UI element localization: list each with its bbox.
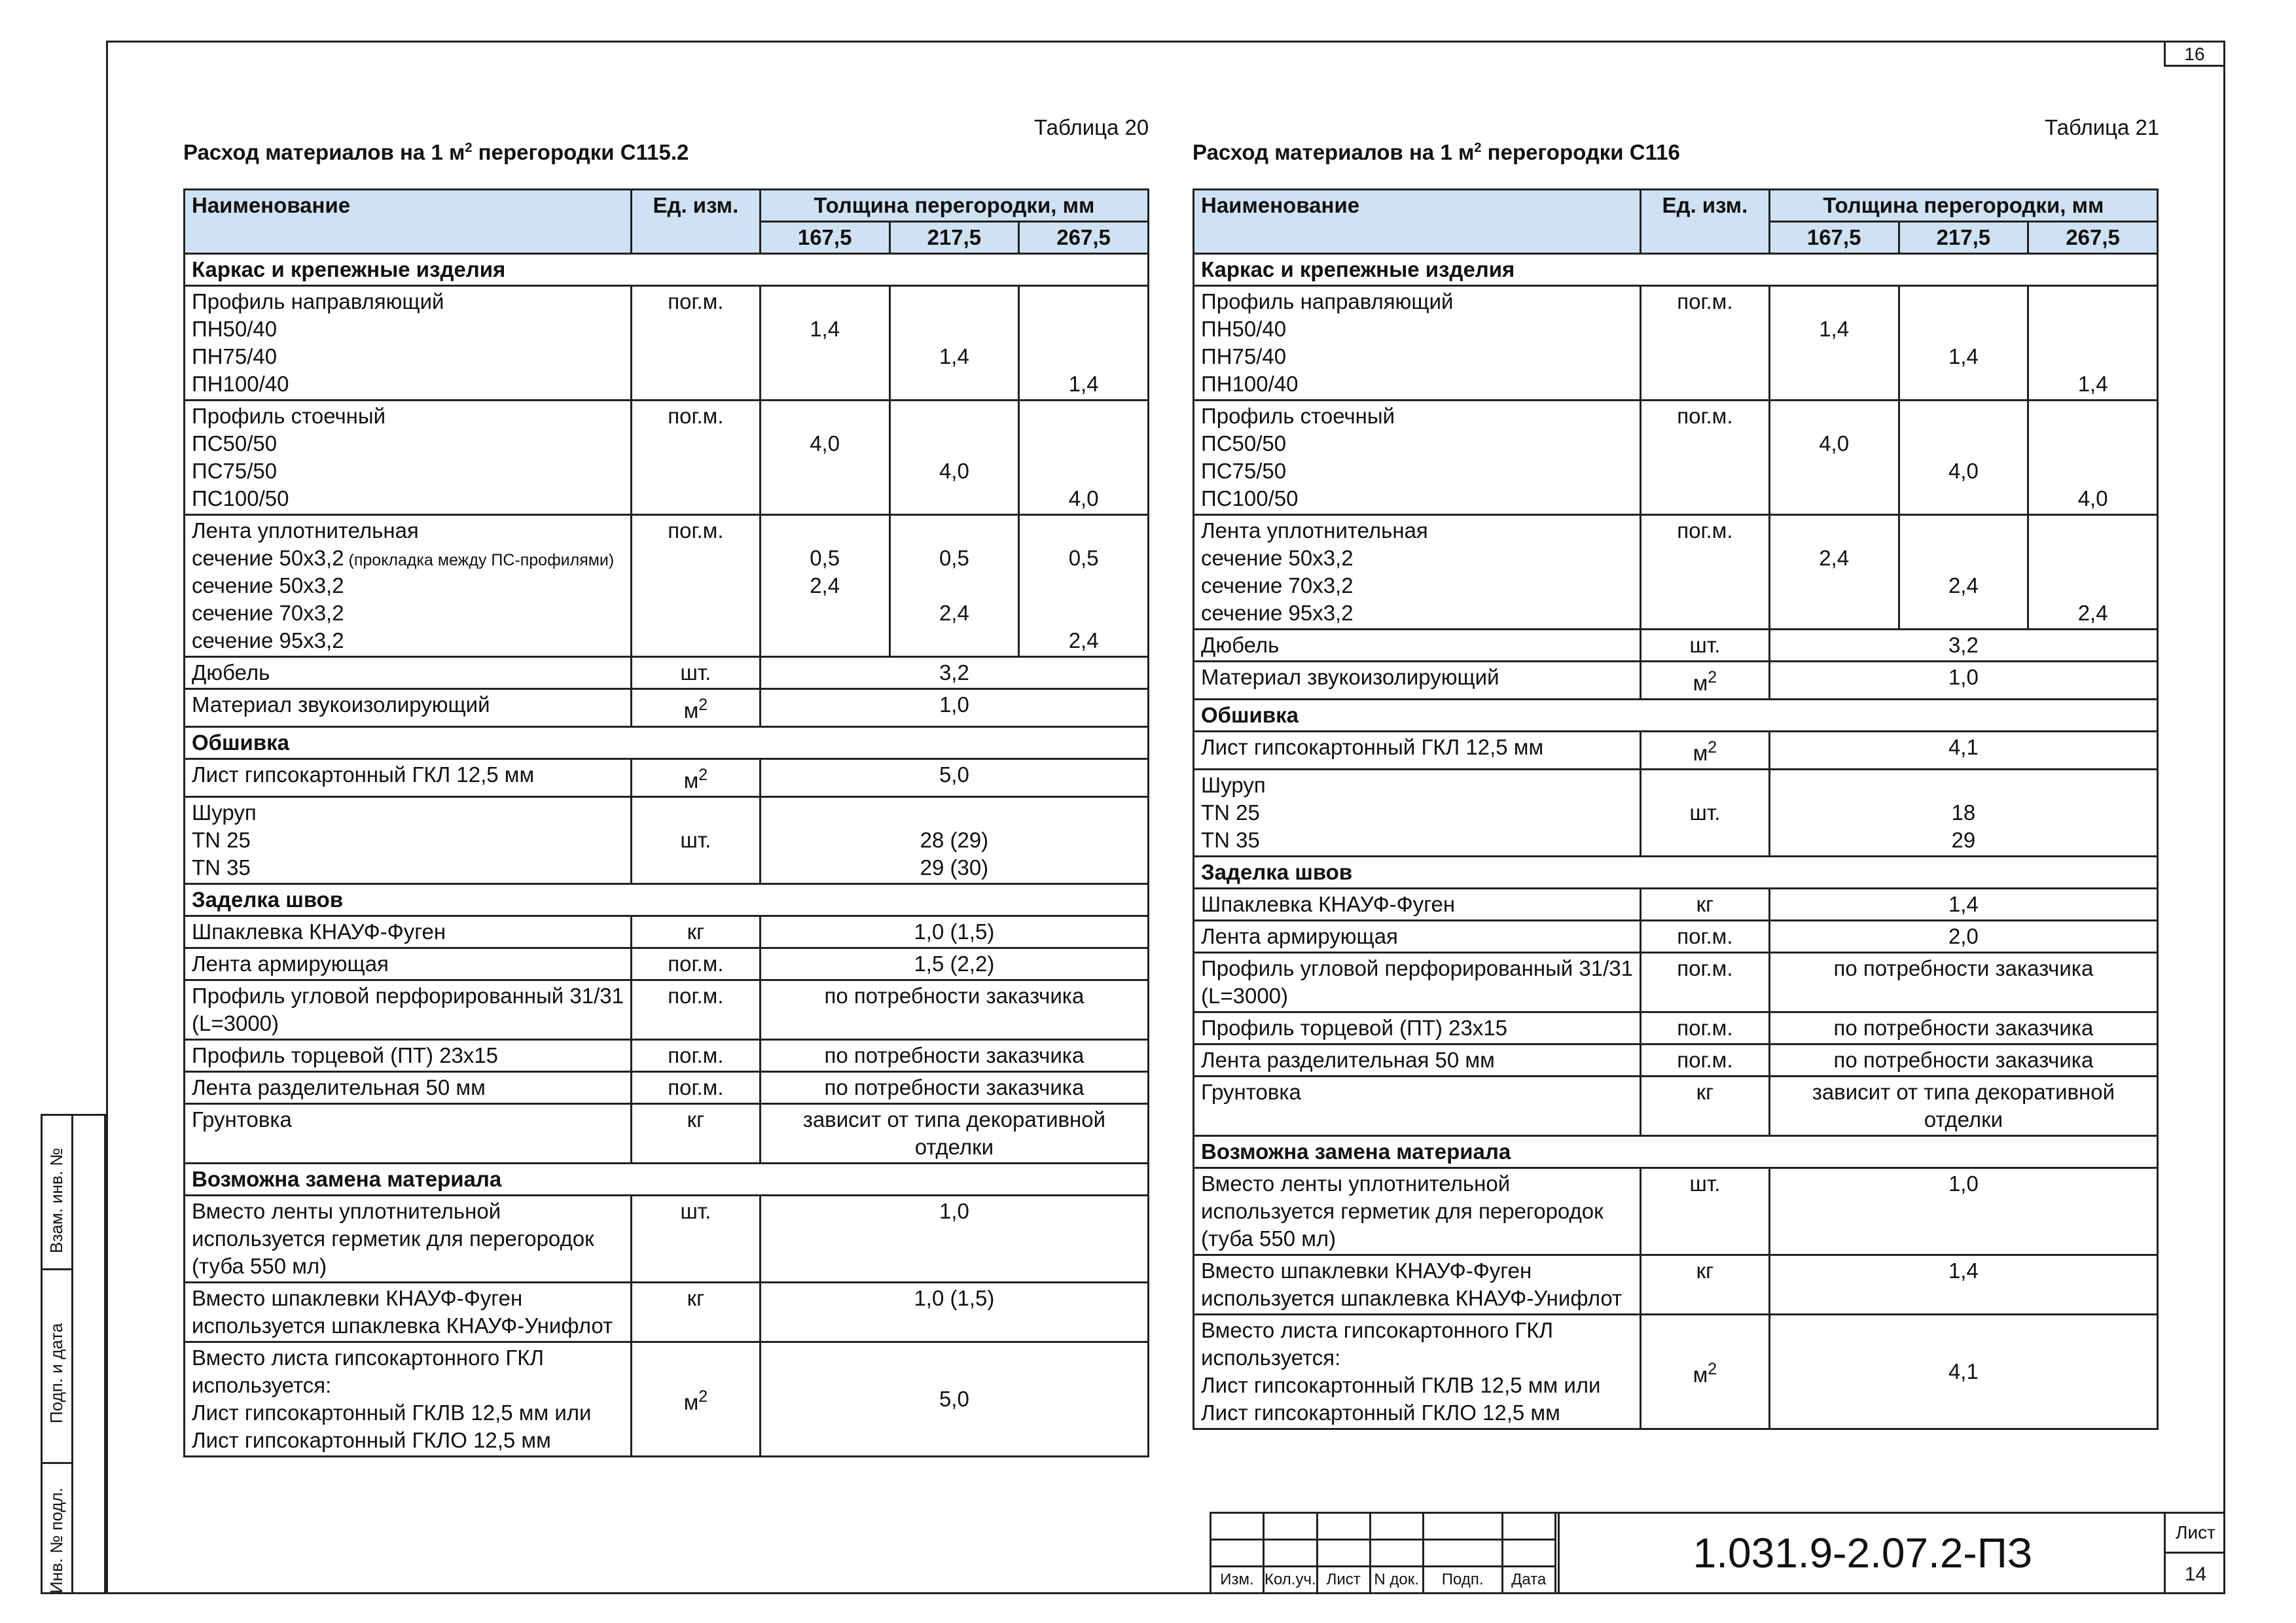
row-name: Грунтовка [185, 1104, 632, 1164]
header-thickness: Толщина перегородки, мм [1769, 190, 2157, 222]
row-unit: пог.м. [631, 286, 760, 401]
row-name: Грунтовка [1194, 1077, 1641, 1136]
row-unit: шт. [1640, 1168, 1769, 1255]
row-unit: шт. [631, 797, 760, 884]
row-name: Вместо листа гипсокартонного ГКЛ используется: Лист гипсокартонный ГКЛВ 12,5 мм или Лист гипсокартонный ГКЛО 12,5 мм [185, 1342, 632, 1457]
row-value: 1,5 (2,2) [760, 948, 1148, 980]
section-row: Каркас и крепежные изделия [185, 254, 1149, 286]
row-unit: пог.м. [1640, 515, 1769, 630]
row-value: 0,5 2,4 [1019, 515, 1149, 657]
row-unit: $м^2$ [631, 689, 760, 727]
row-value: 2,4 [1899, 515, 2028, 630]
row-value: 4,1 [1769, 1315, 2157, 1429]
row-value: по потребности заказчика [760, 1040, 1148, 1072]
right-materials-table [1193, 188, 2159, 1430]
row-value: 1,4 [889, 286, 1019, 401]
section-row: Обшивка [185, 727, 1149, 759]
row-value: 5,0 [760, 759, 1148, 797]
row-value: 1,4 [1899, 286, 2028, 401]
row-name: Дюбель [185, 657, 632, 689]
row-unit: пог.м. [1640, 401, 1769, 515]
row-value: 1,0 [1769, 662, 2157, 700]
stamp-col-change: Изм. [1211, 1567, 1264, 1594]
row-name: Профиль направляющий ПН50/40 ПН75/40 ПН100/40 [185, 286, 632, 401]
row-unit: кг [631, 1104, 760, 1164]
row-value: по потребности заказчика [760, 1072, 1148, 1104]
table-row [1194, 1012, 2158, 1044]
row-value: 1,4 [1019, 286, 1149, 401]
header-thickness-3: 267,5 [2028, 222, 2158, 254]
row-value: 2,0 [1769, 921, 2157, 953]
row-name: Профиль угловой перфорированный 31/31 (L=3000) [185, 980, 632, 1040]
row-value: 1,0 (1,5) [760, 1283, 1148, 1342]
row-value: 4,0 [1769, 401, 1899, 515]
sidebar-label-sign-date: Подп. и дата [46, 1323, 66, 1423]
row-value: 1,0 [760, 1196, 1148, 1283]
sidebar-divider [71, 1116, 73, 1592]
table-row [1194, 630, 2158, 662]
row-value: 3,2 [760, 657, 1148, 689]
row-name: Лента армирующая [185, 948, 632, 980]
row-value: 1,4 [2028, 286, 2158, 401]
row-name: Шпаклевка КНАУФ-Фуген [185, 916, 632, 948]
row-name: Профиль стоечный ПС50/50 ПС75/50 ПС100/50 [1194, 401, 1641, 515]
table-row [1194, 1315, 2158, 1429]
row-name: Вместо листа гипсокартонного ГКЛ используется: Лист гипсокартонный ГКЛВ 12,5 мм или Лист гипсокартонный ГКЛО 12,5 мм [1194, 1315, 1641, 1429]
table-row [185, 1040, 1149, 1072]
row-unit: кг [631, 916, 760, 948]
row-value: 4,0 [889, 401, 1019, 515]
row-value: 0,5 2,4 [889, 515, 1019, 657]
row-value: 2,4 [1769, 515, 1899, 630]
header-thickness: Толщина перегородки, мм [760, 190, 1148, 222]
header-unit: Ед. изм. [631, 190, 760, 254]
row-value: по потребности заказчика [1769, 1012, 2157, 1044]
section-row: Возможна замена материала [1194, 1136, 2158, 1168]
row-unit: шт. [631, 657, 760, 689]
stamp-col-sheet: Лист [1317, 1567, 1370, 1594]
table-row [185, 1196, 1149, 1283]
table-row [1194, 1255, 2158, 1315]
section-row: Обшивка [1194, 700, 2158, 732]
row-value: по потребности заказчика [1769, 953, 2157, 1012]
row-name: Профиль торцевой (ПТ) 23х15 [185, 1040, 632, 1072]
row-value: по потребности заказчика [760, 980, 1148, 1040]
left-materials-table [183, 188, 1149, 1457]
row-unit: $м^2$ [631, 1342, 760, 1457]
row-value: 1,4 [760, 286, 889, 401]
row-unit: кг [1640, 889, 1769, 921]
row-value: 1,4 [1769, 286, 1899, 401]
table-row [1194, 732, 2158, 770]
row-value: 18 29 [1769, 770, 2157, 857]
row-name: Лист гипсокартонный ГКЛ 12,5 мм [185, 759, 632, 797]
table-row [1194, 953, 2158, 1012]
row-name: Материал звукоизолирующий [1194, 662, 1641, 700]
table-row [185, 1104, 1149, 1164]
row-value: 1,0 (1,5) [760, 916, 1148, 948]
row-name: Лист гипсокартонный ГКЛ 12,5 мм [1194, 732, 1641, 770]
section-row: Возможна замена материала [185, 1164, 1149, 1196]
row-unit: пог.м. [1640, 1044, 1769, 1077]
row-name: Материал звукоизолирующий [185, 689, 632, 727]
table-row [1194, 770, 2158, 857]
table-row [185, 948, 1149, 980]
row-unit: $м^2$ [1640, 732, 1769, 770]
row-unit: пог.м. [631, 515, 760, 657]
sheet-label: Лист [2166, 1514, 2225, 1554]
row-value: 4,0 [2028, 401, 2158, 515]
table-row [185, 980, 1149, 1040]
row-value: 5,0 [760, 1342, 1148, 1457]
row-value: 4,0 [760, 401, 889, 515]
header-thickness-2: 217,5 [1899, 222, 2028, 254]
row-unit: пог.м. [1640, 953, 1769, 1012]
row-name: Лента разделительная 50 мм [1194, 1044, 1641, 1077]
row-value: 4,0 [1019, 401, 1149, 515]
row-unit: пог.м. [1640, 921, 1769, 953]
section-row: Заделка швов [185, 884, 1149, 916]
row-value: 0,5 2,4 [760, 515, 889, 657]
header-name: Наименование [1194, 190, 1641, 254]
row-name: Лента уплотнительная сечение 50х3,2 сечение 70х3,2 сечение 95х3,2 [1194, 515, 1641, 630]
row-unit: шт. [1640, 770, 1769, 857]
row-name: Вместо ленты уплотнительной используется герметик для перегородок (туба 550 мл) [185, 1196, 632, 1283]
row-unit: пог.м. [631, 980, 760, 1040]
row-unit: шт. [1640, 630, 1769, 662]
row-unit: пог.м. [1640, 1012, 1769, 1044]
table-row [185, 515, 1149, 657]
table-row [1194, 286, 2158, 401]
row-name: Вместо шпаклевки КНАУФ-Фуген используется шпаклевка КНАУФ-Унифлот [185, 1283, 632, 1342]
corner-sheet-number: 16 [2164, 41, 2225, 67]
table-row [1194, 889, 2158, 921]
table-row [185, 1283, 1149, 1342]
table-row [185, 401, 1149, 515]
row-unit: пог.м. [631, 1040, 760, 1072]
row-name: Шуруп TN 25 TN 35 [1194, 770, 1641, 857]
header-thickness-1: 167,5 [1769, 222, 1899, 254]
row-name: Лента армирующая [1194, 921, 1641, 953]
section-row: Каркас и крепежные изделия [1194, 254, 2158, 286]
row-name: Лента разделительная 50 мм [185, 1072, 632, 1104]
table-row [185, 797, 1149, 884]
left-margin-stamp [41, 1114, 106, 1594]
row-value: 2,4 [2028, 515, 2158, 630]
row-unit: кг [1640, 1255, 1769, 1315]
row-name: Шпаклевка КНАУФ-Фуген [1194, 889, 1641, 921]
sidebar-label-replace: Взам. инв. № [46, 1147, 66, 1253]
row-name: Вместо ленты уплотнительной используется герметик для перегородок (туба 550 мл) [1194, 1168, 1641, 1255]
row-value: 4,0 [1899, 401, 2028, 515]
stamp-col-sign: Подп. [1423, 1567, 1502, 1594]
row-value: 1,0 [1769, 1168, 2157, 1255]
row-name: Профиль стоечный ПС50/50 ПС75/50 ПС100/50 [185, 401, 632, 515]
row-name: Вместо шпаклевки КНАУФ-Фуген используется шпаклевка КНАУФ-Унифлот [1194, 1255, 1641, 1315]
table-row [1194, 662, 2158, 700]
row-name: Профиль угловой перфорированный 31/31 (L=3000) [1194, 953, 1641, 1012]
table-row [185, 657, 1149, 689]
left-table-title: Расход материалов на 1 $м^2$ перегородки С115.2 [183, 140, 689, 164]
header-name: Наименование [185, 190, 632, 254]
table-header-row [185, 190, 1149, 222]
table-row [185, 759, 1149, 797]
right-table-title: Расход материалов на 1 $м^2$ перегородки С116 [1193, 140, 1680, 164]
table-row [1194, 1168, 2158, 1255]
table-row [185, 689, 1149, 727]
row-value: зависит от типа декоративной отделки [760, 1104, 1148, 1164]
table-row [1194, 1044, 2158, 1077]
sheet-number: 14 [2184, 1563, 2207, 1585]
right-table-number: Таблица 21 [2045, 115, 2160, 139]
table-row [1194, 515, 2158, 630]
sheet-number-box [2164, 1512, 2225, 1594]
stamp-col-count: Кол.уч. [1264, 1567, 1318, 1594]
table-row [185, 1072, 1149, 1104]
row-value: 28 (29) 29 (30) [760, 797, 1148, 884]
row-value: 1,4 [1769, 889, 2157, 921]
table-row [1194, 401, 2158, 515]
table-row [1194, 1077, 2158, 1136]
row-unit: пог.м. [631, 401, 760, 515]
document-code: 1.031.9-2.07.2-ПЗ [1558, 1512, 2166, 1594]
revision-stamp [1210, 1512, 1556, 1594]
table-row [1194, 921, 2158, 953]
row-unit: $м^2$ [1640, 1315, 1769, 1429]
sidebar-label-inventory: Инв. № подл. [46, 1488, 66, 1594]
row-name: Профиль торцевой (ПТ) 23х15 [1194, 1012, 1641, 1044]
left-table-number: Таблица 20 [1034, 115, 1149, 139]
row-value: зависит от типа декоративной отделки [1769, 1077, 2157, 1136]
row-unit: кг [1640, 1077, 1769, 1136]
stamp-col-doc: N док. [1370, 1567, 1423, 1594]
row-unit: пог.м. [1640, 286, 1769, 401]
row-unit: пог.м. [631, 1072, 760, 1104]
table-row [185, 1342, 1149, 1457]
table-row [185, 286, 1149, 401]
row-unit: кг [631, 1283, 760, 1342]
section-row: Заделка швов [1194, 857, 2158, 889]
row-unit: $м^2$ [631, 759, 760, 797]
row-value: 1,0 [760, 689, 1148, 727]
row-value: 4,1 [1769, 732, 2157, 770]
row-value: 1,4 [1769, 1255, 2157, 1315]
row-name: Дюбель [1194, 630, 1641, 662]
row-name: Профиль направляющий ПН50/40 ПН75/40 ПН100/40 [1194, 286, 1641, 401]
stamp-col-date: Дата [1502, 1567, 1555, 1594]
row-unit: шт. [631, 1196, 760, 1283]
row-unit: $м^2$ [1640, 662, 1769, 700]
row-name: Шуруп TN 25 TN 35 [185, 797, 632, 884]
row-value: 3,2 [1769, 630, 2157, 662]
header-thickness-2: 217,5 [889, 222, 1019, 254]
row-name: Лента уплотнительная сечение 50х3,2 (прокладка между ПС-профилями) сечение 50х3,2 сечение 70х3,2 сечение 95х3,2 [185, 515, 632, 657]
table-header-row [1194, 190, 2158, 222]
header-thickness-1: 167,5 [760, 222, 889, 254]
header-unit: Ед. изм. [1640, 190, 1769, 254]
row-value: по потребности заказчика [1769, 1044, 2157, 1077]
header-thickness-3: 267,5 [1019, 222, 1149, 254]
table-row [185, 916, 1149, 948]
row-unit: пог.м. [631, 948, 760, 980]
